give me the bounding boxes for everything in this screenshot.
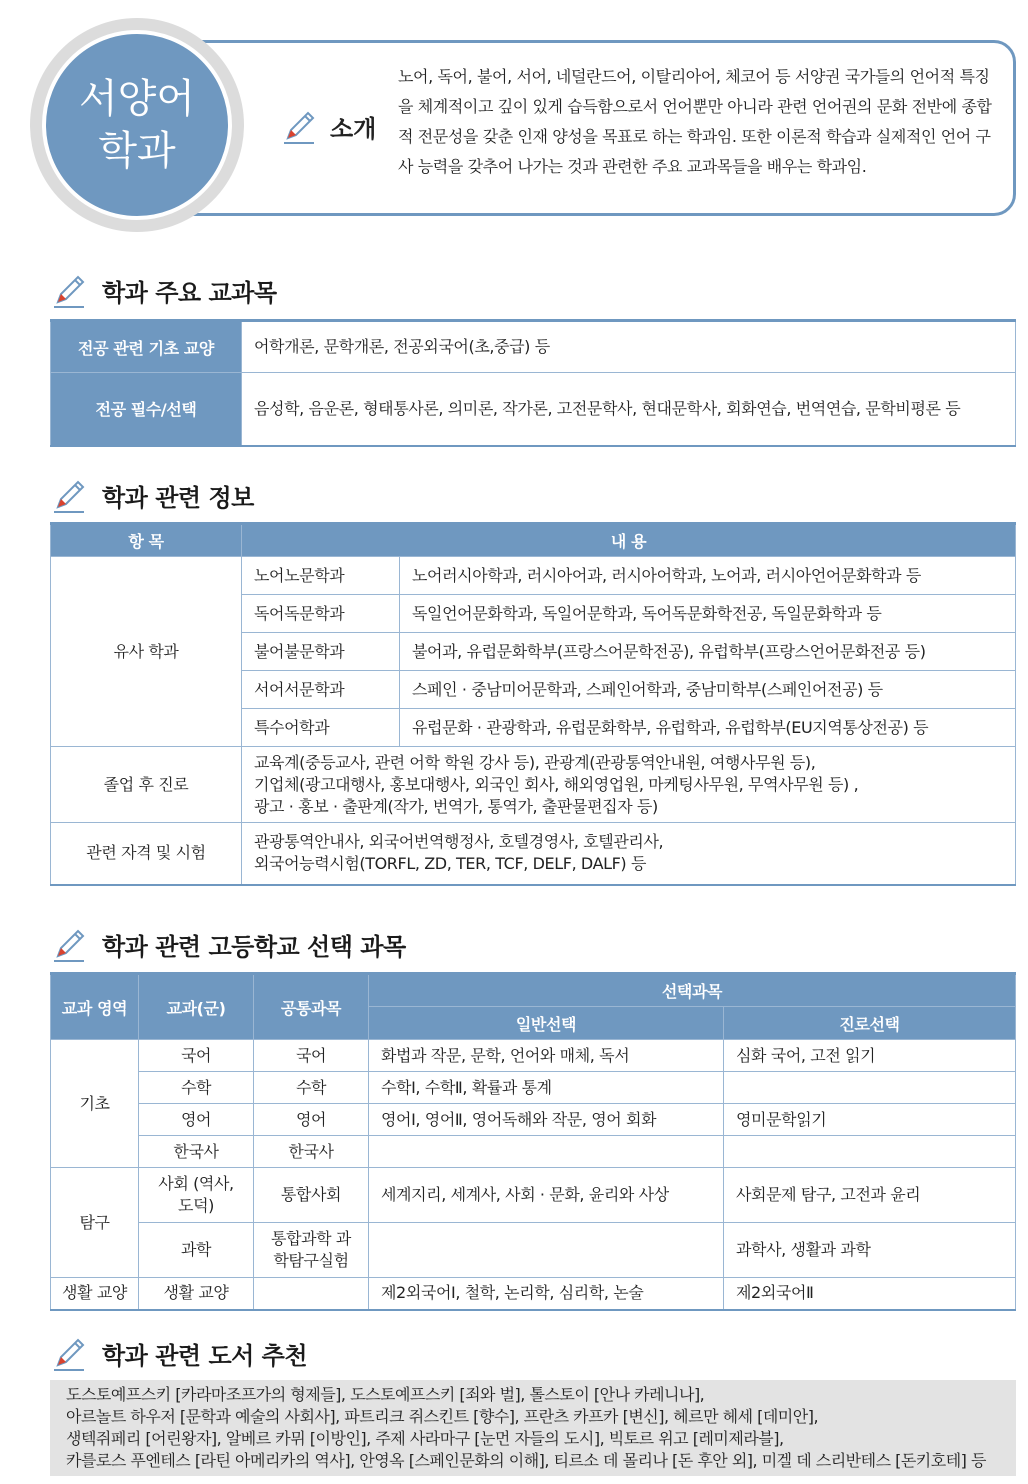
table-row: 전공 필수/선택 음성학, 음운론, 형태통사론, 의미론, 작가론, 고전문학사, 현대문학사, 회화연습, 번역연습, 문학비평론 등 bbox=[51, 373, 1016, 446]
table-header-row: 일반선택 진로선택 bbox=[51, 1007, 1016, 1040]
highschool-table bbox=[50, 972, 1016, 1311]
title-badge bbox=[30, 18, 244, 232]
table-row: 불어불문학과 불어과, 유럽문화학부(프랑스어문학전공), 유럽학부(프랑스언어문화전공 등) bbox=[51, 633, 1016, 671]
table-row: 과학 통합과학 과학탐구실험 과학사, 생활과 과학 bbox=[51, 1223, 1016, 1278]
intro-text: 노어, 독어, 불어, 서어, 네덜란드어, 이탈리아어, 체코어 등 서양권 국가들의 언어적 특징을 체계적이고 깊이 있게 습득함으로서 언어뿐만 아니라 관련 언어권의 문화 전반에 종합적 전문성을 갖춘 인재 양성을 목표로 하는 학과임. 또한 이론적 학습과 실제적인 언어 구사 능력을 갖추어 나가는 것과 관련한 주요 교과목들을 배우는 학과임. bbox=[398, 67, 992, 176]
section-title-info: 학과 관련 정보 bbox=[50, 475, 254, 515]
table-header-row: 항 목 내 용 bbox=[51, 524, 1016, 557]
section-title-highschool: 학과 관련 고등학교 선택 과목 bbox=[50, 924, 406, 964]
table-row: 한국사 한국사 bbox=[51, 1136, 1016, 1168]
section-title-subjects: 학과 주요 교과목 bbox=[50, 270, 277, 310]
table-row: 전공 관련 기초 교양 어학개론, 문학개론, 전공외국어(초,중급) 등 bbox=[51, 321, 1016, 373]
pencil-icon bbox=[50, 1333, 90, 1373]
career-text: 교육계(중등교사, 관련 어학 학원 강사 등), 관광계(관광통역안내원, 여행사무원 등), 기업체(광고대행사, 홍보대행사, 외국인 회사, 해외영업원, 마케팅사무원, 무역사무원 등) , 광고 · 홍보 · 출판계(작가, 번역가, 통역가, 출판물편집자 등) bbox=[242, 747, 1016, 823]
pencil-icon bbox=[50, 924, 90, 964]
intro-label: 소개 bbox=[280, 106, 376, 146]
table-row: 탐구 사회 (역사,도덕) 통합사회 세계지리, 세계사, 사회 · 문화, 윤리와 사상 사회문제 탐구, 고전과 윤리 bbox=[51, 1168, 1016, 1223]
table-header-row: 교과 영역 교과(군) 공통과목 선택과목 bbox=[51, 974, 1016, 1007]
department-title: 서양어 학과 bbox=[79, 76, 195, 174]
table-row: 수학 수학 수학Ⅰ, 수학Ⅱ, 확률과 통계 bbox=[51, 1072, 1016, 1104]
table-row: 유사 학과 노어노문학과 노어러시아학과, 러시아어과, 러시아어학과, 노어과, 러시아언어문화학과 등 bbox=[51, 557, 1016, 595]
table-row: 영어 영어 영어Ⅰ, 영어Ⅱ, 영어독해와 작문, 영어 회화 영미문학읽기 bbox=[51, 1104, 1016, 1136]
pencil-icon bbox=[280, 106, 320, 146]
table-row: 서어서문학과 스페인 · 중남미어문학과, 스페인어학과, 중남미학부(스페인어전공) 등 bbox=[51, 671, 1016, 709]
subjects-table bbox=[50, 319, 1016, 447]
books-list: 도스토예프스키 [카라마조프가의 형제들], 도스토예프스키 [죄와 벌], 톨스토이 [안나 카레니나], 아르놀트 하우저 [문학과 예술의 사회사], 파트리크 쥐스킨트 [향수], 프란츠 카프카 [변신], 헤르만 헤세 [데미안], 생텍쥐페리 [어린왕자], 알베르 카뮈 [이방인], 주제 사라마구 [눈먼 자들의 도시], 빅토르 위고 [레미제라블], 카를로스 푸엔테스 [라틴 아메리카의 역사], 안영옥 [스페인문화의 이해], 티르소 데 몰리나 [돈 후안 외], 미겔 데 스리반테스 [돈키호테] 등 bbox=[50, 1380, 1016, 1476]
table-row: 독어독문학과 독일언어문화학과, 독일어문학과, 독어독문화학전공, 독일문화학과 등 bbox=[51, 595, 1016, 633]
section-title-books: 학과 관련 도서 추천 bbox=[50, 1333, 307, 1373]
info-table bbox=[50, 522, 1016, 886]
table-row: 관련 자격 및 시험 관광통역안내사, 외국어번역행정사, 호텔경영사, 호텔관리사, 외국어능력시험(TORFL, ZD, TER, TCF, DELF, DALF) 등 bbox=[51, 823, 1016, 885]
pencil-icon bbox=[50, 270, 90, 310]
pencil-icon bbox=[50, 475, 90, 515]
table-row: 기초 국어 국어 화법과 작문, 문학, 언어와 매체, 독서 심화 국어, 고전 읽기 bbox=[51, 1040, 1016, 1072]
table-row: 생활 교양 생활 교양 제2외국어Ⅰ, 철학, 논리학, 심리학, 논술 제2외국어Ⅱ bbox=[51, 1278, 1016, 1310]
table-row: 졸업 후 진로 교육계(중등교사, 관련 어학 학원 강사 등), 관광계(관광통역안내원, 여행사무원 등), 기업체(광고대행사, 홍보대행사, 외국인 회사, 해외영업원, 마케팅사무원, 무역사무원 등) , 광고 · 홍보 · 출판계(작가, 번역가, 통역가, 출판물편집자 등) bbox=[51, 747, 1016, 823]
cert-text: 관광통역안내사, 외국어번역행정사, 호텔경영사, 호텔관리사, 외국어능력시험(TORFL, ZD, TER, TCF, DELF, DALF) 등 bbox=[242, 823, 1016, 885]
table-row: 특수어학과 유럽문화 · 관광학과, 유럽문화학부, 유럽학과, 유럽학부(EU지역통상전공) 등 bbox=[51, 709, 1016, 747]
